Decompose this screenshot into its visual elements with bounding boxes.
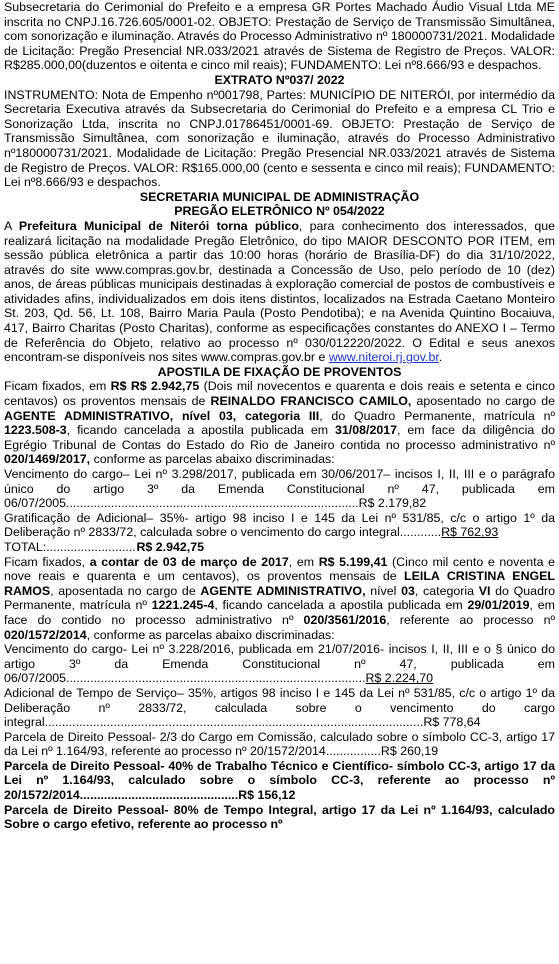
secretaria-title: SECRETARIA MUNICIPAL DE ADMINISTRAÇÃO [139,189,420,204]
pregao-body: A Prefeitura Municipal de Niterói torna público, para conhecimento dos interessados, que realizará licitação na modalidade Pregão Eletrônico, do tipo MAIOR DESCONTO POR ITEM, em sessão pública eletrônica a partir das 10:00 horas (horário de Brasília-DF) do dia 31/10/2022, através do site www.compras.gov.br, destinada a Concessão de Uso, pelo período de 10 (dez) anos, de áreas públicas municipais destinadas à exploração comercial de postos de combustíveis e atividades afins, individualizados em dois itens distintos, localizados na Estrada Caetano Monteiro St. 203, Qd. 56, Lt. 108, Bairro Maria Paula (Posto Pendotiba); e na Avenida Quintino Bocaiuva, 417, Bairro Charitas (Posto Charitas), conforme as especificações constantes do ANEXO I – Termo de Referência do Objeto, relativo ao processo nº 030/012220/2022. O Edital e seus anexos encontram-se disponíveis nos sites www.compras.gov.br e www.niteroi.rj.gov.br. [4,218,555,365]
apostila-2-item-adicional: Adicional de Tempo de Serviço– 35%, artigos 98 inciso I e 145 da Lei nº 531/85, c/c o artigo 1º da Deliberação nº 2833/72, calculada sobre o vencimento do cargo integral..............................................................................................................R$ 778,64 [4,685,555,730]
extrato-body: INSTRUMENTO: Nota de Empenho nº001798, Partes: MUNICÍPIO DE NITERÓI, por intermédio da Secretaria Executiva através da Subsecretaria do Cerimonial do Prefeito e a empresa CL Trio e Sonorização Ltda, inscrita no CNPJ.01786451/0001-69. OBJETO: Prestação de Serviço de Transmissão Simultânea, com sonorização e iluminação, através do Processo Administrativo nº180000731/2021. Modalidade de Licitação: Pregão Presencial NR.033/2021 através de Sistema de Registro de Preços. VALOR: R$165.000,00 (cento e sessenta e cinco mil reais); FUNDAMENTO: Lei nº8.666/93 e despachos. [4,87,555,190]
apostila-1-item-adicional: Gratificação de Adicional– 35%- artigo 98 inciso I e 145 da Lei nº 531/85, c/c o artigo 1º da Deliberação nº 2833/72, calculada sobre o vencimento do cargo integral............R$ 762,93 [4,510,555,540]
apostila-1-item-vencimento: Vencimento do cargo– Lei nº 3.298/2017, publicada em 30/06/2017– incisos I, II, III e o parágrafo único do artigo 3º da Emenda Constitucional nº 47, publicada em 06/07/2005.....................................................................................R$ 2.179,82 [4,467,555,511]
apostila-2-item-vencimento: Vencimento do cargo- Lei nº 3.228/2016, publicada em 21/07/2016- incisos I, II, III e o § único do artigo 3º da Emenda Constitucional nº 47, publicada em 06/07/2005.......................................................................................R$ 2.224,70 [4,642,555,686]
apostila-2-body: Ficam fixados, a contar de 03 de março de 2017, em R$ 5.199,41 (Cinco mil cento e noventa e nove reais e quarenta e um centavos), os proventos mensais de LEILA CRISTINA ENGEL RAMOS, aposentada no cargo de AGENTE ADMINISTRATIVO, nível 03, categoria VI do Quadro Permanente, matrícula nº 1221.245-4, ficando cancelada a apostila publicada em 29/01/2019, em face do contido no processo administrativo nº 020/3561/2016, referente ao processo nº 020/1572/2014, conforme as parcelas abaixo discriminadas: [4,554,556,642]
apostila-2-item-trabalho-tecnico: Parcela de Direito Pessoal- 40% de Trabalho Técnico e Científico- símbolo CC-3, artigo 17 da Lei nº 1.164/93, calculado sobre o símbolo CC-3, referente ao processo nº 20/1572/2014..............................................R$ 156,12 [4,758,555,803]
prior-extract-tail: Subsecretaria do Cerimonial do Prefeito e a empresa GR Portes Machado Áudio Visual Ltda ME inscrita no CNPJ.16.726.605/0001-02. OBJETO: Prestação de Serviço de Transmissão Simultânea, com sonorização e iluminação. Através do Processo Administrativo nº 180000731/2021. Modalidade de Licitação: Pregão Presencial NR.033/2021 através de Sistema de Registro de Preços. VALOR: R$285.000,00(duzentos e oitenta e cinco mil reais); FUNDAMENTO: Lei nº8.666/93 e despachos. [4,0,555,73]
pregao-title: PREGÃO ELETRÔNICO Nº 054/2022 [174,204,385,219]
apostila-1-total: TOTAL: ..... R$ 2.942,75 [4,540,204,555]
extrato-title: EXTRATO Nº037/ 2022 [214,72,345,87]
niteroi-site-link[interactable]: www.niteroi.rj.gov.br [328,350,439,365]
apostila-2-item-tempo-integral: Parcela de Direito Pessoal- 80% de Tempo Integral, artigo 17 da Lei nº 1.164/93, calculado Sobre o cargo efetivo, referente ao processo nº [4,802,555,832]
apostila-2-item-cc3: Parcela de Direito Pessoal- 2/3 do Cargo em Comissão, calculado sobre o símbolo CC-3, artigo 17 da Lei nº 1.164/93, referente ao processo nº 20/1572/2014................R$ 260,19 [4,729,555,759]
apostila-title: APOSTILA DE FIXAÇÃO DE PROVENTOS [157,364,402,379]
apostila-1-body: Ficam fixados, em R$ R$ 2.942,75 (Dois mil novecentos e quarenta e dois reais e setenta e cinco centavos) os proventos mensais de REINALDO FRANCISCO CAMILO, aposentado no cargo de AGENTE ADMINISTRATIVO, nível 03, categoria III, do Quadro Permanente, matrícula nº 1223.508-3, ficando cancelada a apostila publicada em 31/08/2017, em face da diligência do Egrégio Tribunal de Contas do Estado do Rio de Janeiro contida no processo administrativo nº 020/1469/2017, conforme as parcelas abaixo discriminadas: [4,379,555,467]
